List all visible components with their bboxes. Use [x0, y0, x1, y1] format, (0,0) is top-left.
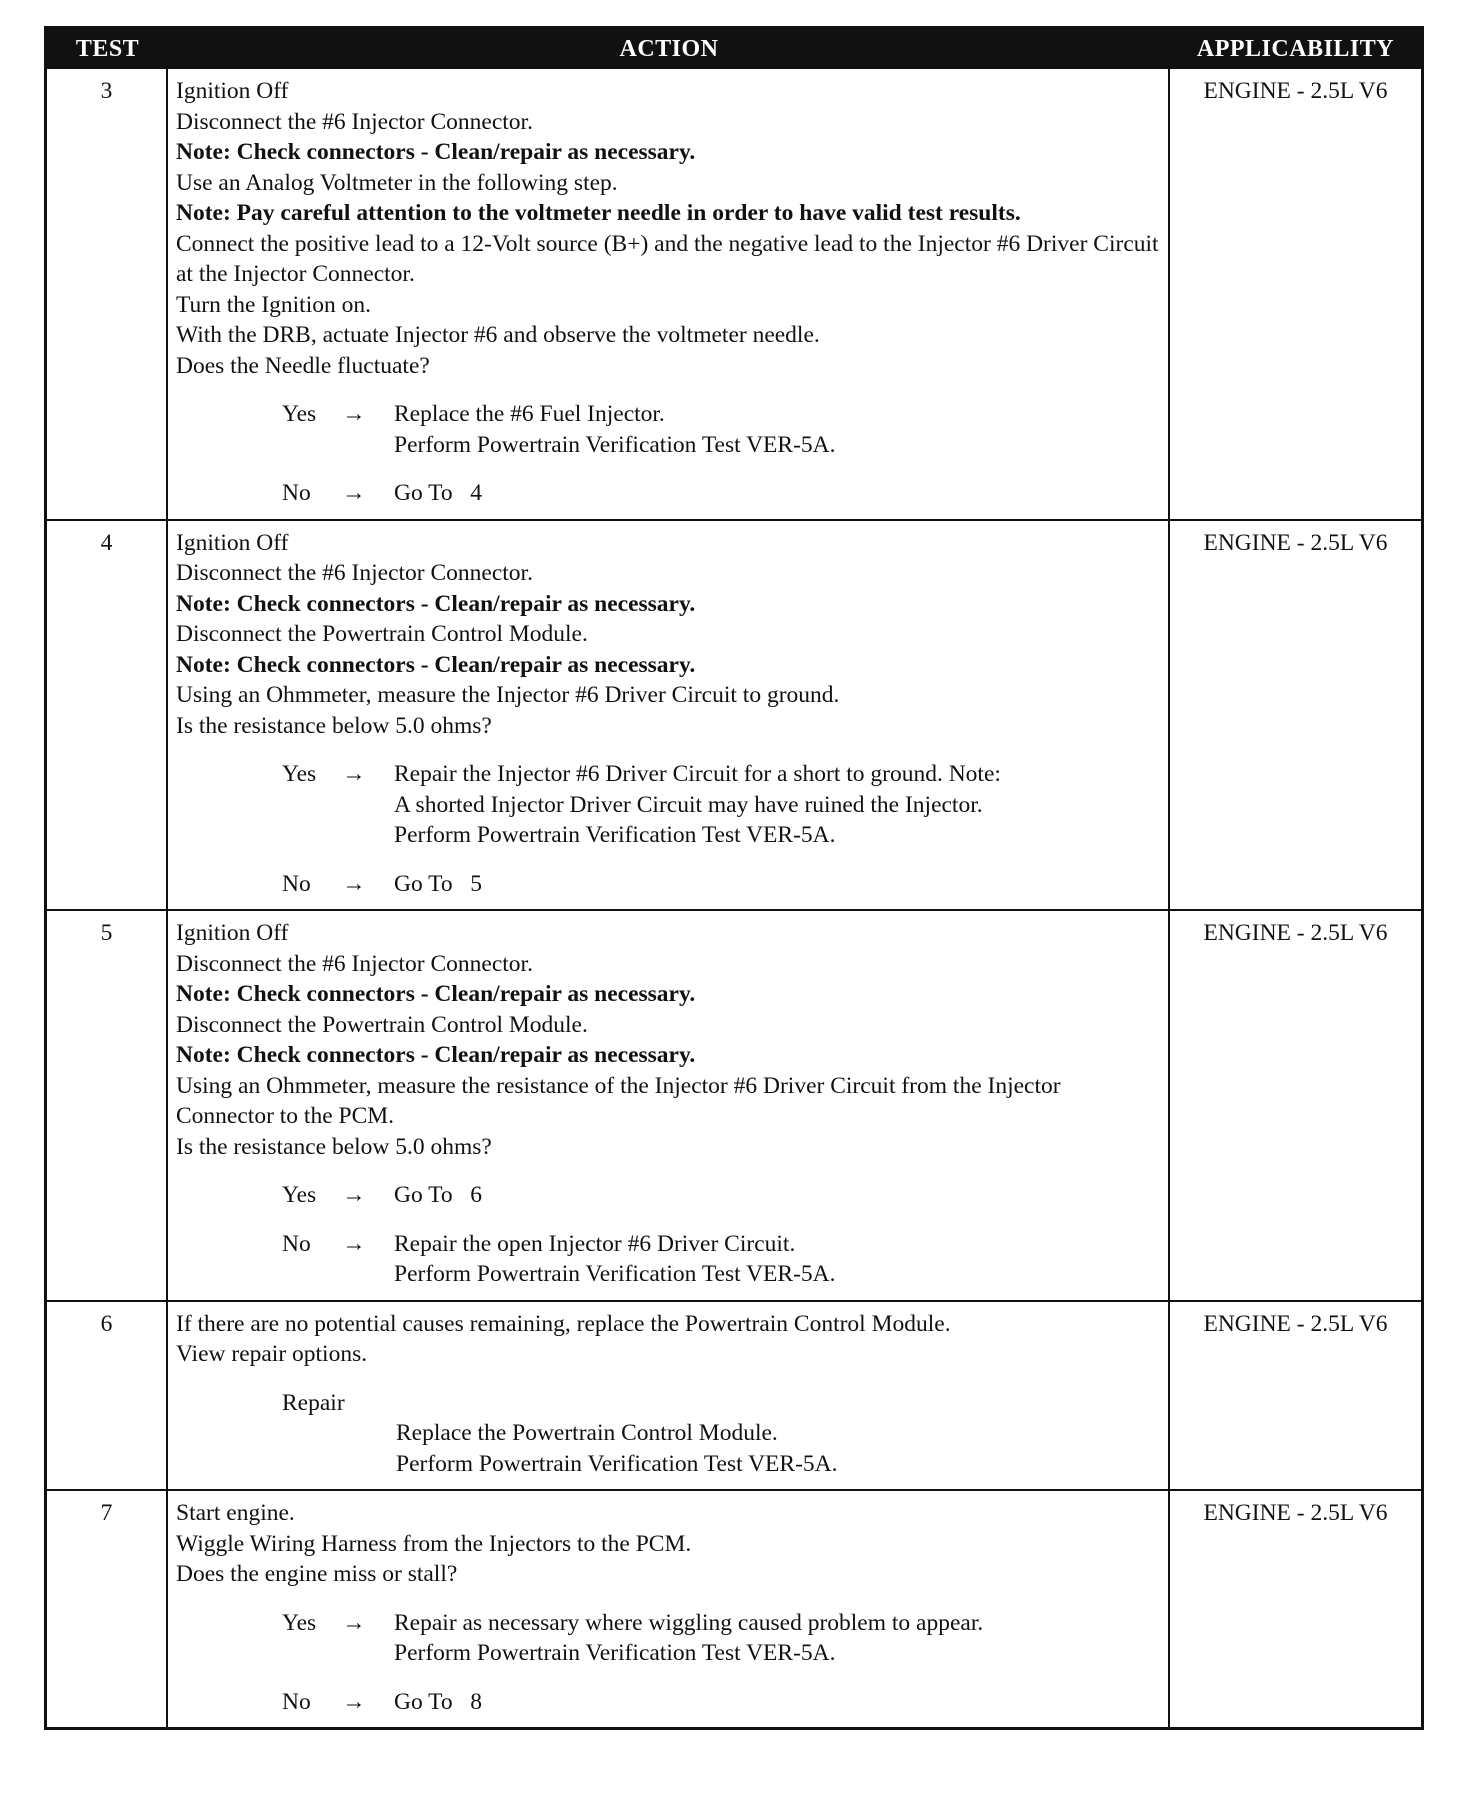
- right-arrow-icon: →: [342, 1230, 366, 1257]
- step-line: Does the Needle fluctuate?: [176, 352, 430, 379]
- outcome-text: [394, 1687, 1160, 1718]
- test-number: 5: [47, 911, 168, 1300]
- outcome-yes: [176, 759, 1160, 851]
- outcome-text: [394, 1229, 1160, 1290]
- test-number: 4: [47, 521, 168, 910]
- step-line: With the DRB, actuate Injector #6 and observe the voltmeter needle.: [176, 322, 820, 348]
- note-line: Note: Check connectors - Clean/repair as necessary.: [176, 651, 696, 678]
- step-line: Disconnect the #6 Injector Connector.: [176, 560, 533, 586]
- outcomes: [176, 1608, 1160, 1718]
- step-line: View repair options.: [176, 1341, 368, 1367]
- step-line: Wiggle Wiring Harness from the Injectors to the PCM.: [176, 1530, 692, 1557]
- outcome-line: Repair as necessary where wiggling caused problem to appear.: [394, 1609, 984, 1636]
- outcome-label: No: [282, 1230, 311, 1257]
- outcome-line: A shorted Injector Driver Circuit may have ruined the Injector.: [394, 791, 983, 818]
- table-row: [47, 1489, 1421, 1727]
- right-arrow-icon: →: [342, 870, 366, 897]
- header-action: ACTION: [619, 35, 719, 62]
- outcome-text: [394, 399, 1160, 460]
- outcome-line: Go To 5: [394, 870, 483, 897]
- outcome-label: No: [282, 870, 311, 897]
- applicability: ENGINE - 2.5L V6: [1203, 1500, 1388, 1526]
- outcome-line: Go To 4: [394, 480, 483, 506]
- table-row: [47, 69, 1421, 519]
- table-row: [47, 519, 1421, 910]
- outcome-yes: [176, 399, 1160, 460]
- step-line: Does the engine miss or stall?: [176, 1561, 458, 1587]
- step-line: Turn the Ignition on.: [176, 291, 371, 318]
- outcome-line: Perform Powertrain Verification Test VER-5A.: [394, 822, 836, 848]
- outcome-text: [394, 1180, 1160, 1211]
- outcome-no: [176, 869, 1160, 900]
- step-line: Using an Ohmmeter, measure the Injector #6 Driver Circuit to ground.: [176, 682, 840, 708]
- step-line: Disconnect the #6 Injector Connector.: [176, 950, 533, 977]
- outcome-yes: [176, 1180, 1160, 1211]
- repair-text: Replace the Powertrain Control Module.: [396, 1420, 778, 1446]
- table-header: [47, 29, 1421, 69]
- action-cell: [168, 521, 1170, 910]
- outcome-text: [394, 1608, 1160, 1669]
- repair-text: Perform Powertrain Verification Test VER-5A.: [396, 1450, 838, 1477]
- applicability: ENGINE - 2.5L V6: [1203, 78, 1388, 104]
- step-line: If there are no potential causes remaining, replace the Powertrain Control Module.: [176, 1310, 951, 1337]
- step-line: Start engine.: [176, 1500, 295, 1526]
- outcome-label: No: [282, 1688, 311, 1715]
- repair-label: Repair: [282, 1389, 345, 1416]
- step-line: Is the resistance below 5.0 ohms?: [176, 712, 492, 739]
- table-row: [47, 909, 1421, 1300]
- outcome-label: No: [282, 480, 311, 506]
- outcome-no: [176, 478, 1160, 509]
- outcome-line: Go To 8: [394, 1688, 483, 1715]
- right-arrow-icon: →: [342, 761, 366, 787]
- outcomes: [176, 1180, 1160, 1290]
- outcome-line: Perform Powertrain Verification Test VER-5A.: [394, 1261, 836, 1287]
- outcome-line: Replace the #6 Fuel Injector.: [394, 401, 665, 427]
- outcome-line: Repair the open Injector #6 Driver Circuit.: [394, 1230, 796, 1257]
- outcome-text: [394, 759, 1160, 851]
- outcome-no: [176, 1687, 1160, 1718]
- outcome-label: Yes: [282, 401, 317, 427]
- note-line: Note: Check connectors - Clean/repair as necessary.: [176, 139, 696, 165]
- step-line: Ignition Off: [176, 920, 289, 946]
- step-line: Ignition Off: [176, 78, 289, 104]
- test-number: 7: [47, 1491, 168, 1727]
- outcomes: [176, 399, 1160, 509]
- outcome-label: Yes: [282, 1182, 317, 1208]
- outcome-line: Perform Powertrain Verification Test VER-5A.: [394, 1640, 836, 1666]
- step-line: Use an Analog Voltmeter in the following step.: [176, 169, 618, 196]
- outcome-no: [176, 1229, 1160, 1290]
- step-line: Disconnect the Powertrain Control Module.: [176, 621, 588, 647]
- right-arrow-icon: →: [342, 480, 366, 506]
- test-number: 3: [47, 69, 168, 519]
- note-line: Note: Check connectors - Clean/repair as necessary.: [176, 590, 696, 617]
- step-line: Disconnect the #6 Injector Connector.: [176, 108, 533, 135]
- step-line: Is the resistance below 5.0 ohms?: [176, 1133, 492, 1160]
- outcomes: [176, 759, 1160, 899]
- step-line: Using an Ohmmeter, measure the resistance of the Injector #6 Driver Circuit from the Injector Connector to the PCM.: [176, 1072, 1061, 1129]
- step-line: Connect the positive lead to a 12-Volt source (B+) and the negative lead to the Injector #6 Driver Circuit at the Injector Connector.: [176, 230, 1159, 287]
- outcome-text: [394, 478, 1160, 509]
- step-line: Ignition Off: [176, 529, 289, 556]
- outcome-line: Go To 6: [394, 1182, 483, 1208]
- diagnostic-table: [44, 26, 1424, 1730]
- outcome-text: [394, 869, 1160, 900]
- action-cell: [168, 911, 1170, 1300]
- applicability: ENGINE - 2.5L V6: [1203, 920, 1388, 946]
- outcome-yes: [176, 1608, 1160, 1669]
- note-line: Note: Pay careful attention to the voltmeter needle in order to have valid test results.: [176, 200, 1021, 226]
- table-row: [47, 1300, 1421, 1490]
- outcome-line: Repair the Injector #6 Driver Circuit for a short to ground. Note:: [394, 761, 1001, 787]
- right-arrow-icon: →: [342, 1182, 366, 1208]
- table-body: [47, 69, 1421, 1727]
- right-arrow-icon: →: [342, 1688, 366, 1715]
- repair-block: [176, 1388, 1160, 1480]
- outcome-label: Yes: [282, 761, 317, 787]
- test-number: 6: [47, 1302, 168, 1490]
- applicability: ENGINE - 2.5L V6: [1203, 529, 1388, 556]
- outcome-label: Yes: [282, 1609, 317, 1636]
- action-cell: [168, 1491, 1170, 1727]
- right-arrow-icon: →: [342, 1609, 366, 1636]
- right-arrow-icon: →: [342, 401, 366, 427]
- step-line: Disconnect the Powertrain Control Module.: [176, 1011, 588, 1038]
- note-line: Note: Check connectors - Clean/repair as necessary.: [176, 981, 696, 1007]
- note-line: Note: Check connectors - Clean/repair as necessary.: [176, 1042, 696, 1068]
- action-cell: [168, 1302, 1170, 1490]
- applicability: ENGINE - 2.5L V6: [1203, 1310, 1388, 1337]
- outcome-line: Perform Powertrain Verification Test VER-5A.: [394, 431, 836, 458]
- header-test: TEST: [75, 35, 140, 62]
- header-applicability: APPLICABILITY: [1196, 35, 1395, 62]
- action-cell: [168, 69, 1170, 519]
